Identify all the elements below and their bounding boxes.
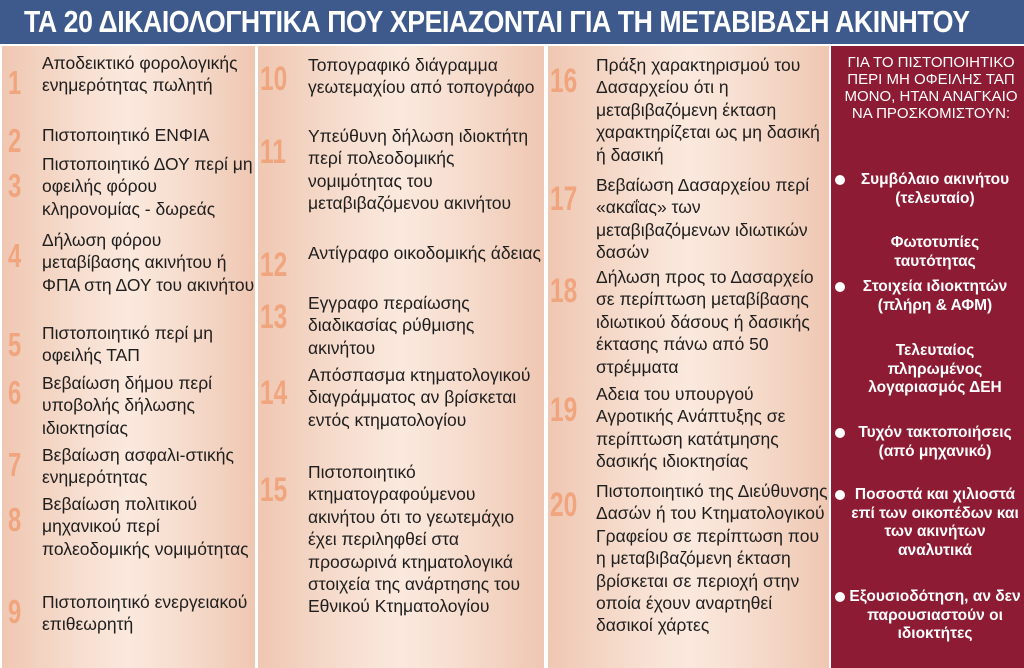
column-items-10-15 xyxy=(258,46,544,668)
sidebar-item xyxy=(839,486,1021,560)
item-text: Βεβαίωση ασφαλι-στικής ενημερότητας xyxy=(42,445,234,488)
sidebar-item xyxy=(839,278,1021,315)
item-number: 11 xyxy=(260,133,286,171)
item-text: Πιστοποιητικό ΕΝΦΙΑ xyxy=(42,125,210,145)
item-text: Αντίγραφο οικοδομικής άδειας xyxy=(308,243,541,263)
item-number: 18 xyxy=(550,272,578,310)
sidebar-item-label: Τελευταίος πληρωμένος λογαριασμός ΔΕΗ xyxy=(868,342,1002,396)
sidebar-panel xyxy=(831,46,1024,668)
item-text: Πιστοποιητικό της Διεύθυνσης Δασών ή του Κτηματολογικού Γραφείου σε περίπτωση που η μεταβιβαζόμενη έκταση βρίσκεται σε περιοχή στην οποία έχουν αναρτηθεί δασικοί χάρτες xyxy=(596,481,828,636)
item-text: Δήλωση προς το Δασαρχείο σε περίπτωση μεταβίβασης ιδιωτικού δάσους ή δασικής έκτασης πάνω από 50 στρέμματα xyxy=(596,267,814,377)
bullet-icon xyxy=(835,175,845,185)
item-number: 9 xyxy=(8,593,22,630)
column-items-1-9 xyxy=(2,46,255,668)
item-text: Πιστοποιητικό ΔΟΥ περί μη οφειλής φόρου κληρονομίας - δωρεάς xyxy=(42,154,253,219)
item-number: 1 xyxy=(8,64,22,101)
item-number: 4 xyxy=(8,237,22,274)
item-number: 17 xyxy=(550,180,578,218)
bullet-icon xyxy=(835,592,845,602)
page-title: ΤΑ 20 ΔΙΚΑΙΟΛΟΓΗΤΙΚΑ ΠΟΥ ΧΡΕΙΑΖΟΝΤΑΙ ΓΙΑ ΤΗ ΜΕΤΑΒΙΒΑΣΗ ΑΚΙΝΗΤΟΥ xyxy=(24,4,970,39)
item-number: 5 xyxy=(8,326,22,363)
item-text: Πιστοποιητικό κτηματογραφούμενου ακινήτου ότι το γεωτεμάχιο έχει περιληφθεί στα προσωρινά κτηματολογικά στοιχεία της ανάρτησης του Εθνικού Κτηματολογίου xyxy=(308,462,521,617)
item-number: 20 xyxy=(550,486,578,524)
sidebar-item xyxy=(839,234,1021,271)
item-number: 16 xyxy=(550,62,578,100)
item-text: Πιστοποιητικό περί μη οφειλής ΤΑΠ xyxy=(42,323,213,366)
item-number: 19 xyxy=(550,391,578,429)
item-text: Βεβαίωση πολιτικού μηχανικού περί πολεοδομικής νομιμότητας xyxy=(42,494,249,559)
sidebar-item-label: Ποσοστά και χιλιοστά επί των οικοπέδων και των ακινήτων αναλυτικά xyxy=(851,486,1019,559)
item-number: 7 xyxy=(8,446,22,483)
item-text: Απόσπασμα κτηματολογικού διαγράμματος αν βρίσκεται εντός κτηματολογίου xyxy=(308,365,531,430)
item-text: Υπεύθυνη δήλωση ιδιοκτήτη περί πολεοδομικής νομιμότητας του μεταβιβαζόμενου ακινήτου xyxy=(308,126,529,214)
sidebar-item-label: Φωτοτυπίες ταυτότητας xyxy=(890,234,980,270)
sidebar-item-label: Συμβόλαιο ακινήτου (τελευταίο) xyxy=(860,171,1010,207)
item-number: 6 xyxy=(8,374,22,411)
item-text: Αποδεικτικό φορολογικής ενημερότητας πωλητή xyxy=(42,53,238,96)
bullet-icon xyxy=(835,490,845,500)
sidebar-item xyxy=(839,588,1021,644)
item-text: Δήλωση φόρου μεταβίβασης ακινήτου ή ΦΠΑ στη ΔΟΥ του ακινήτου xyxy=(42,230,255,295)
item-text: Βεβαίωση Δασαρχείου περί «ακαΐας» των μεταβιβαζόμενων ιδιωτικών δασών xyxy=(596,175,810,263)
sidebar-item xyxy=(839,424,1021,461)
sidebar-item xyxy=(839,171,1021,208)
item-number: 14 xyxy=(260,374,288,412)
item-number: 13 xyxy=(260,298,288,336)
header-bar xyxy=(0,0,1024,46)
sidebar-item-label: Εξουσιοδότηση, αν δεν παρουσιαστούν οι ιδιοκτήτες xyxy=(849,588,1021,642)
bullet-icon xyxy=(835,282,845,292)
sidebar-item xyxy=(839,342,1021,398)
item-text: Πιστοποιητικό ενεργειακού επιθεωρητή xyxy=(42,592,248,635)
item-text: Αδεια του υπουργού Αγροτικής Ανάπτυξης σε περίπτωση κατάτμησης δασικής ιδιοκτησίας xyxy=(596,384,786,472)
item-text: Τοπογραφικό διάγραμμα γεωτεμαχίου από τοπογράφο xyxy=(308,55,535,98)
item-number: 12 xyxy=(260,246,288,284)
item-text: Βεβαίωση δήμου περί υποβολής δήλωσης ιδιοκτησίας xyxy=(42,373,213,438)
item-number: 8 xyxy=(8,501,22,538)
item-number: 15 xyxy=(260,471,288,509)
sidebar-title: ΓΙΑ ΤΟ ΠΙΣΤΟΠΟΙΗΤΙΚΟ ΠΕΡΙ ΜΗ ΟΦΕΙΛΗΣ ΤΑΠ ΜΟΝΟ, ΗΤΑΝ ΑΝΑΓΚΑΙΟ ΝΑ ΠΡΟΣΚΟΜΙΣΤΟΥΝ: xyxy=(844,54,1018,122)
bullet-icon xyxy=(835,428,845,438)
sidebar-item-label: Τυχόν τακτοποιήσεις (από μηχανικό) xyxy=(858,424,1012,460)
item-number: 3 xyxy=(8,167,22,204)
item-number: 2 xyxy=(8,122,22,159)
sidebar-item-label: Στοιχεία ιδιοκτητών (πλήρη & ΑΦΜ) xyxy=(862,278,1008,314)
column-items-16-20 xyxy=(548,46,829,668)
item-number: 10 xyxy=(260,60,288,98)
item-text: Πράξη χαρακτηρισμού του Δασαρχείου ότι η μεταβιβαζόμενη έκταση χαρακτηρίζεται ως μη δασική ή δασική xyxy=(596,55,820,165)
item-text: Εγγραφο περαίωσης διαδικασίας ρύθμισης ακινήτου xyxy=(308,293,475,358)
